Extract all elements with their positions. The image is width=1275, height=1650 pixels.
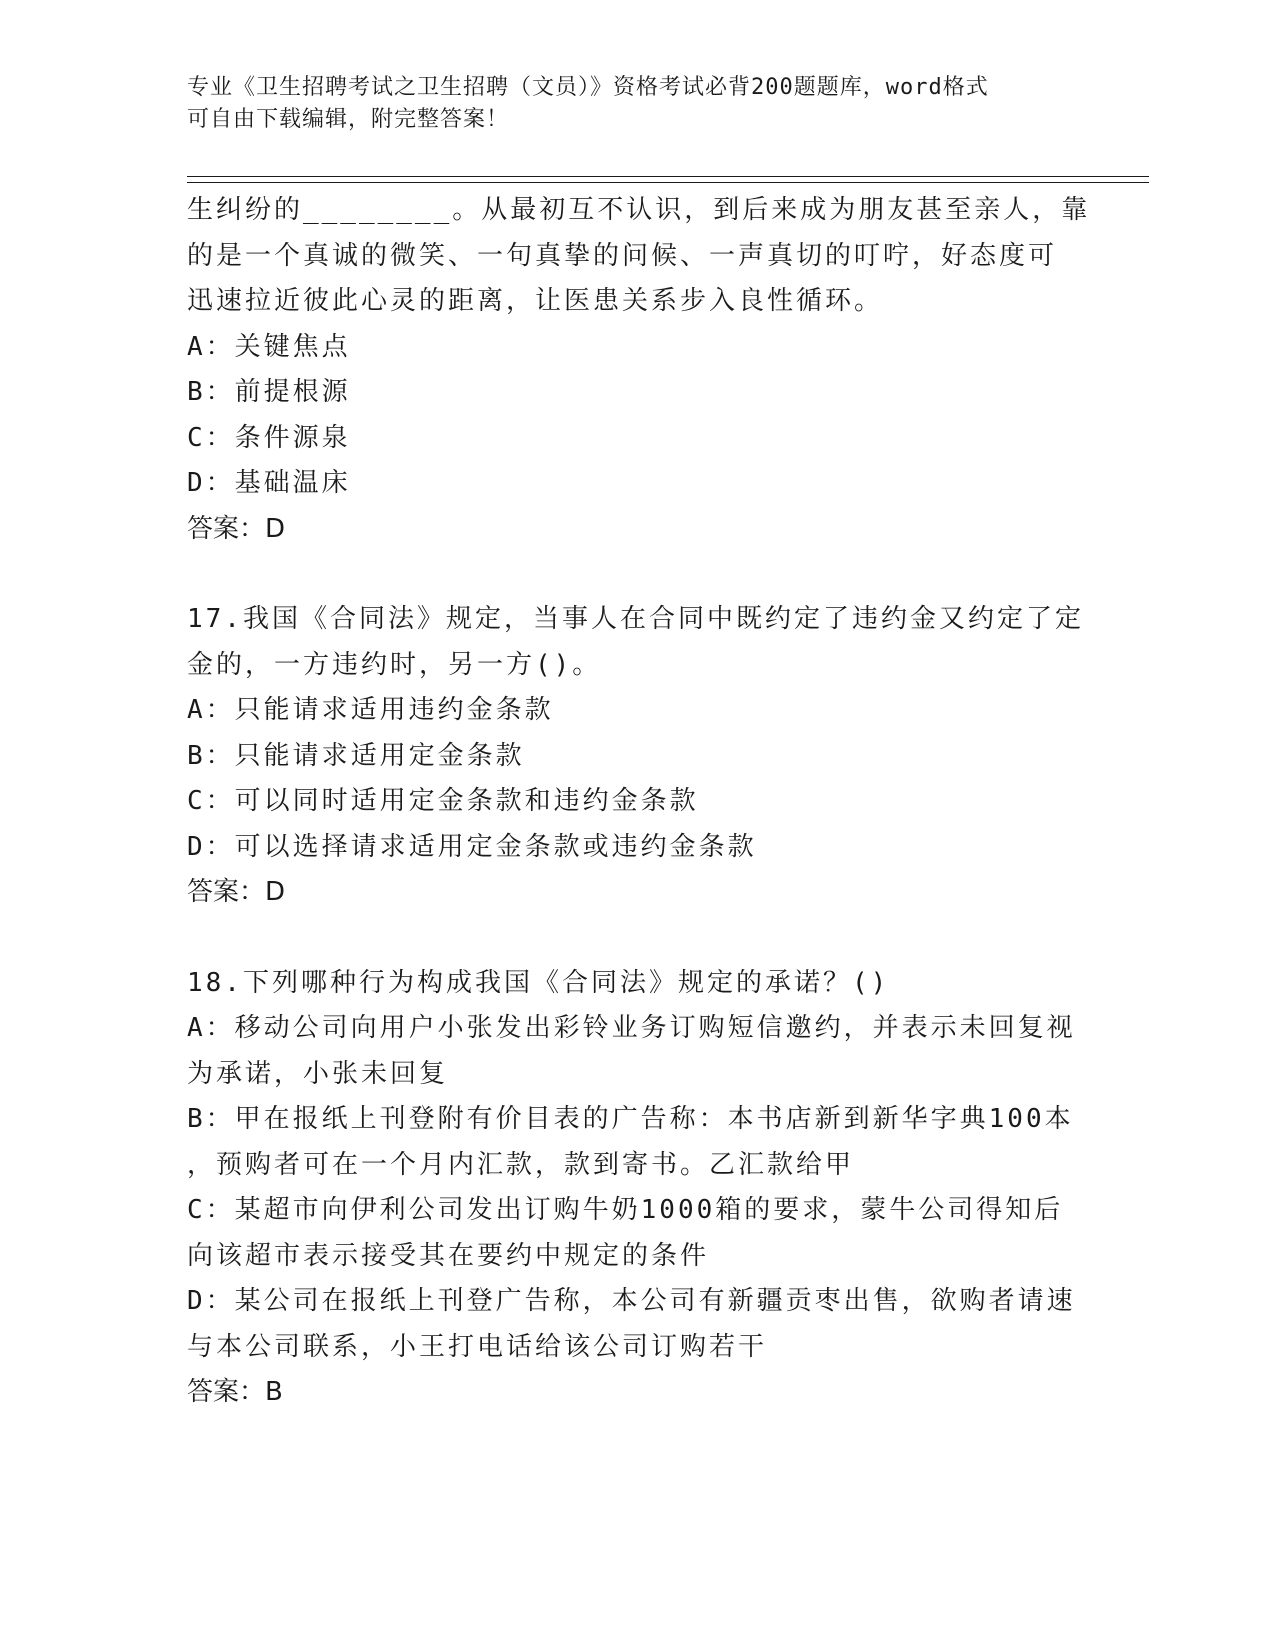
spacer [187, 916, 1087, 961]
question-stem-line: 18.下列哪种行为构成我国《合同法》规定的承诺？() [187, 967, 890, 998]
option-d-line: 与本公司联系，小王打电话给该公司订购若干 [187, 1331, 768, 1362]
question-stem-line: 生纠纷的________。从最初互不认识，到后来成为朋友甚至亲人，靠 [187, 195, 1091, 225]
option-b: B：只能请求适用定金条款 [187, 740, 525, 771]
option-a: A：关键焦点 [187, 331, 351, 362]
header-rule-bottom [187, 182, 1149, 183]
option-d: D：基础温床 [187, 468, 351, 498]
question-stem-line: 迅速拉近彼此心灵的距离，让医患关系步入良性循环。 [187, 286, 884, 316]
header-rule-top [187, 176, 1149, 177]
answer: 答案：B [187, 1377, 283, 1407]
question-16 [187, 188, 1091, 552]
option-d: D：可以选择请求适用定金条款或违约金条款 [187, 831, 757, 862]
option-c-line: C：某超市向伊利公司发出订购牛奶1000箱的要求，蒙牛公司得知后 [187, 1195, 1064, 1225]
option-b: B：前提根源 [187, 377, 351, 407]
option-a: A：只能请求适用违约金条款 [187, 695, 554, 725]
question-stem-line: 17.我国《合同法》规定，当事人在合同中既约定了违约金又约定了定 [187, 604, 1084, 634]
question-18 [187, 961, 1087, 1416]
option-b-line: B：甲在报纸上刊登附有价目表的广告称：本书店新到新华字典100本 [187, 1104, 1074, 1134]
option-d-line: D：某公司在报纸上刊登广告称，本公司有新疆贡枣出售，欲购者请速 [187, 1286, 1076, 1316]
answer: 答案：D [187, 513, 286, 544]
question-stem-line: 的是一个真诚的微笑、一句真挚的问候、一声真切的叮咛，好态度可 [187, 240, 1058, 271]
option-a-line: A：移动公司向用户小张发出彩铃业务订购短信邀约，并表示未回复视 [187, 1013, 1076, 1043]
header-line-1: 专业《卫生招聘考试之卫生招聘（文员）》资格考试必背200题题库，word格式 [187, 75, 989, 100]
header-line-2: 可自由下载编辑，附完整答案！ [187, 107, 510, 132]
option-c: C：条件源泉 [187, 422, 351, 453]
answer: 答案：D [187, 877, 286, 907]
question-17 [187, 597, 1087, 916]
option-a-line: 为承诺，小张未回复 [187, 1058, 449, 1089]
option-b-line: ，预购者可在一个月内汇款，款到寄书。乙汇款给甲 [187, 1149, 855, 1180]
document-header [187, 72, 1067, 136]
option-c-line: 向该超市表示接受其在要约中规定的条件 [187, 1240, 710, 1271]
document-body [187, 188, 1091, 1416]
question-stem-line: 金的，一方违约时，另一方()。 [187, 649, 602, 680]
option-c: C：可以同时适用定金条款和违约金条款 [187, 786, 699, 816]
spacer [187, 552, 1087, 597]
